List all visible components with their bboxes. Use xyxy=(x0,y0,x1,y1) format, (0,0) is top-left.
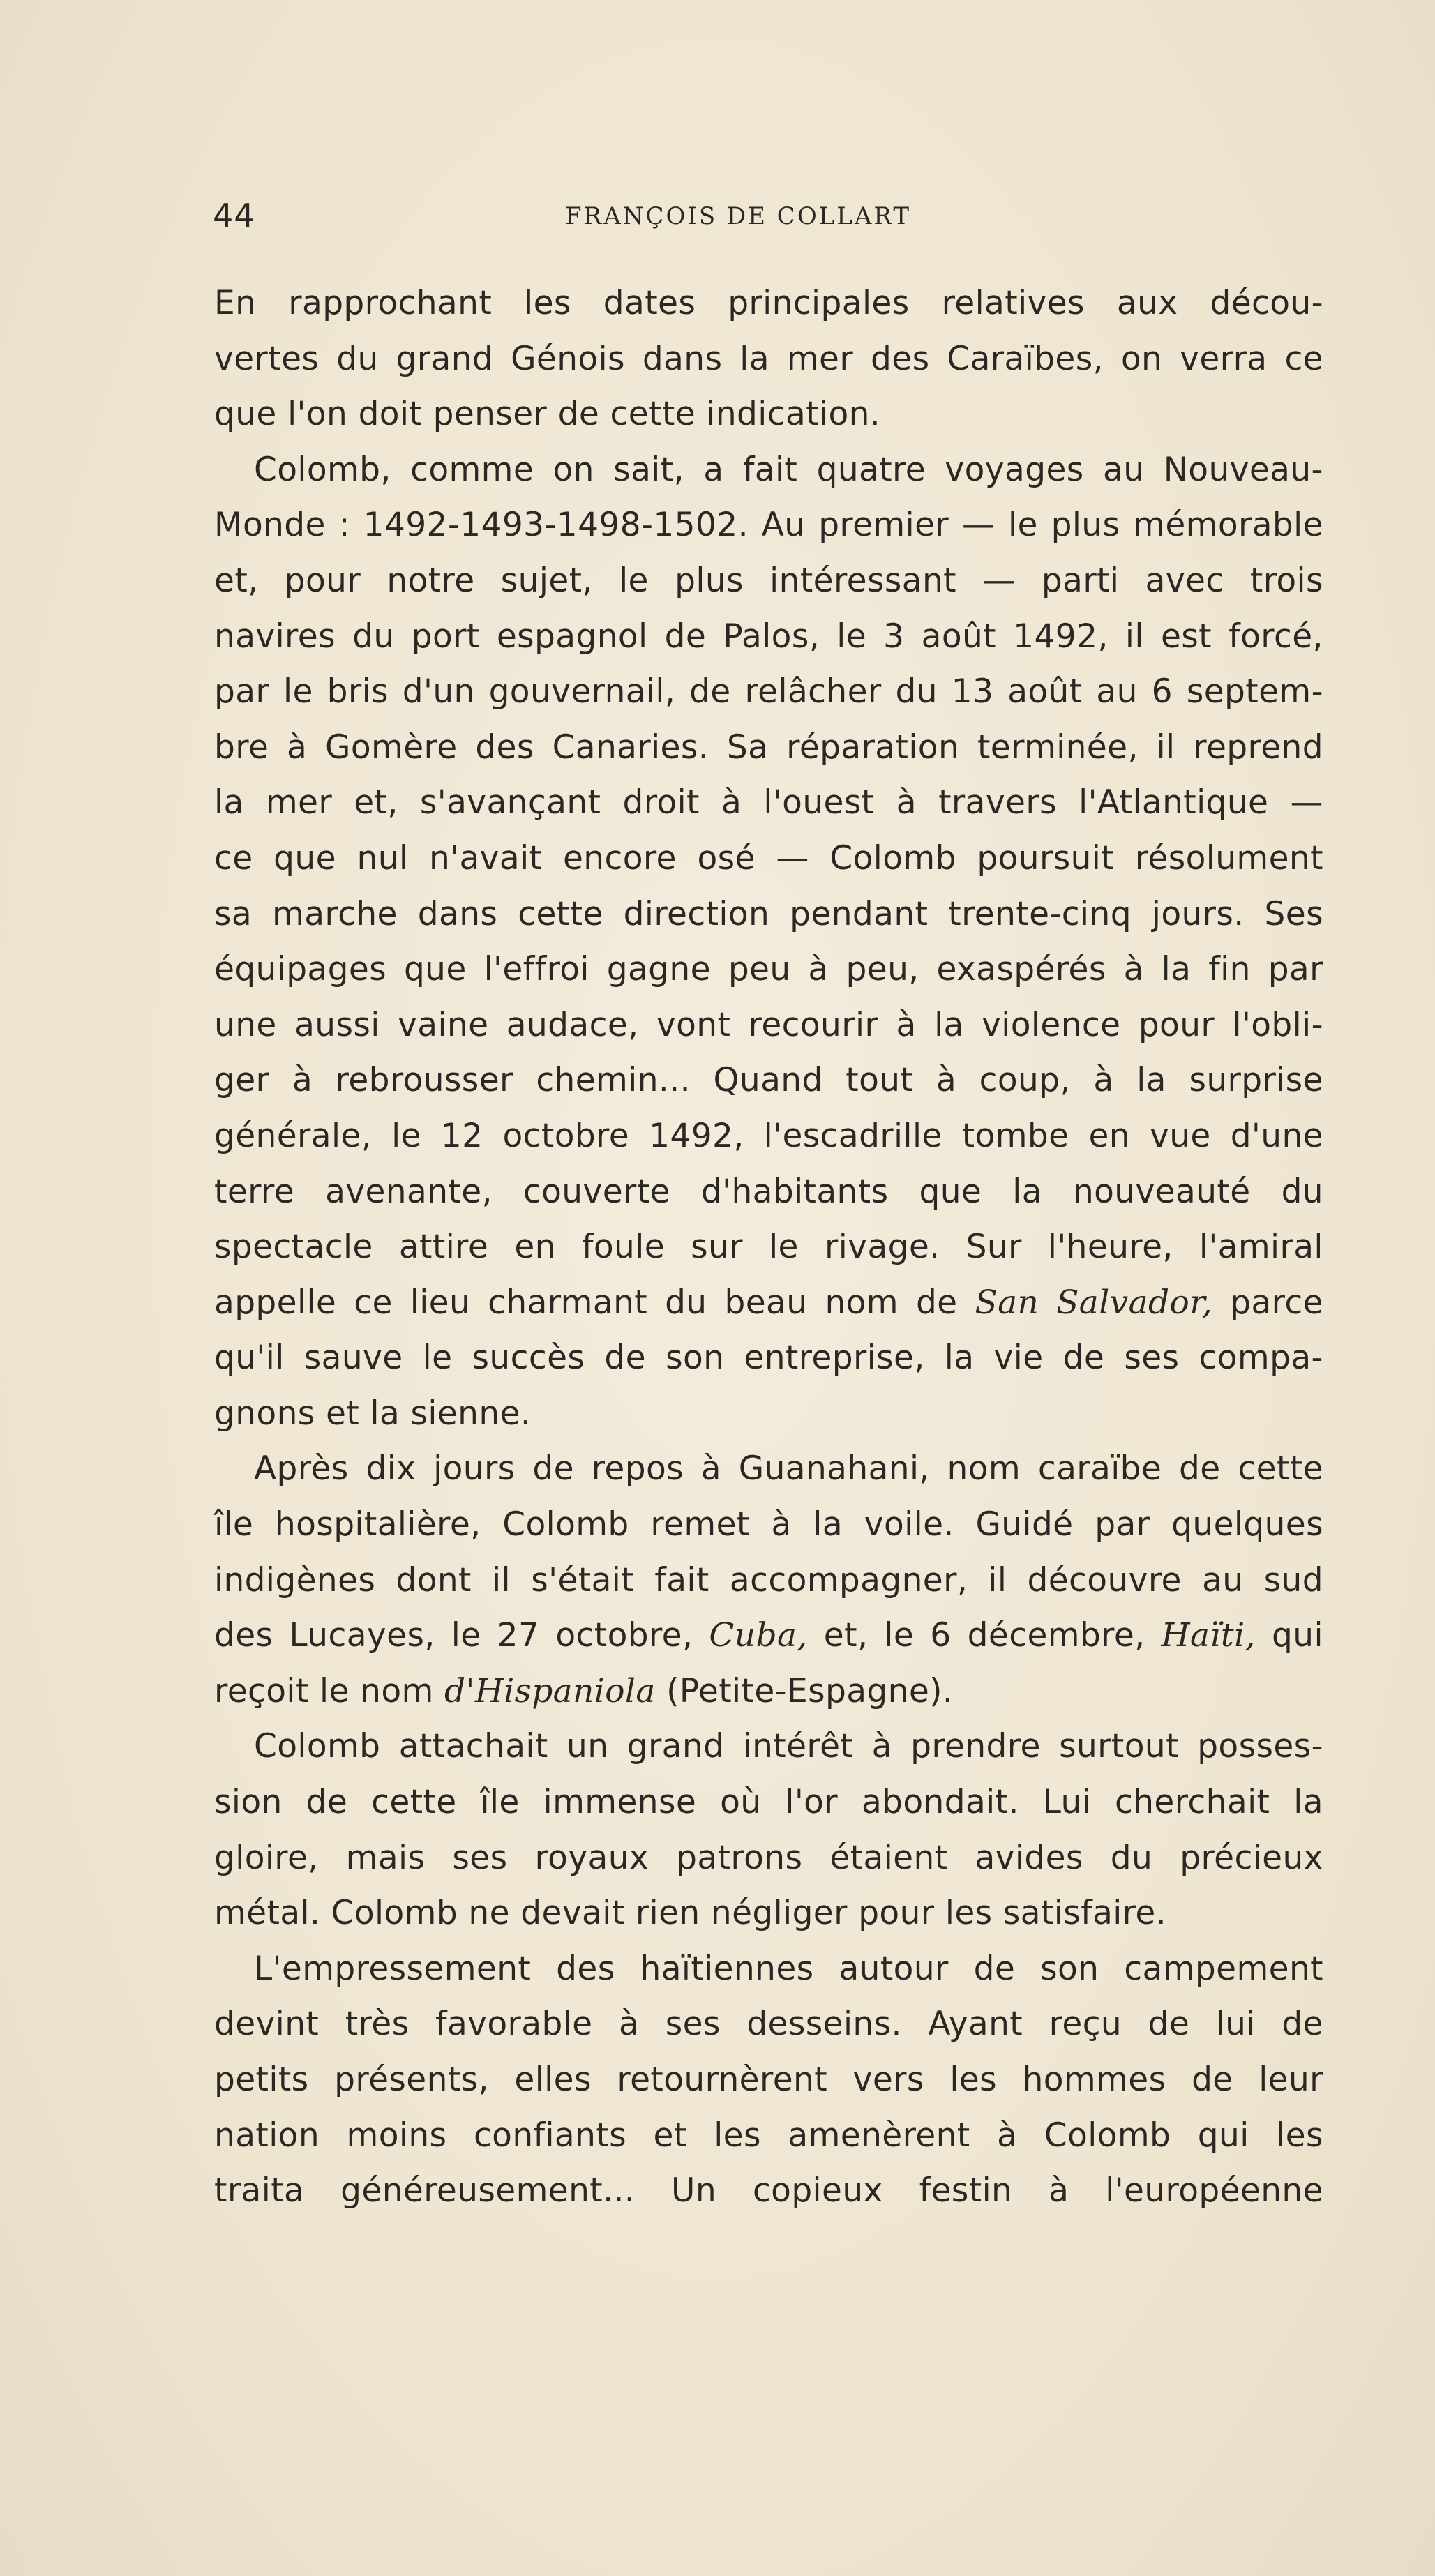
text-line: que l'on doit penser de cette indication. xyxy=(214,395,881,434)
text-line: ce que nul n'avait encore osé — Colomb poursuit résolument xyxy=(214,838,1323,878)
text-line: île hospitalière, Colomb remet à la voile. Guidé par quelques xyxy=(214,1505,1323,1544)
text-line: nation moins confiants et les amenèrent à Colomb qui les xyxy=(214,2116,1323,2155)
text-line: traita généreusement... Un copieux festin à l'européenne xyxy=(214,2171,1323,2210)
text-line: bre à Gomère des Canaries. Sa réparation terminée, il reprend xyxy=(214,728,1323,767)
text-line: En rapprochant les dates principales relatives aux décou- xyxy=(214,284,1323,322)
text-line: gnons et la sienne. xyxy=(214,1394,532,1433)
text-line: vertes du grand Génois dans la mer des Caraïbes, on verra ce xyxy=(214,339,1323,378)
text-line: L'empressement des haïtiennes autour de son campement xyxy=(254,1949,1323,1988)
text-line: Colomb attachait un grand intérêt à prendre surtout posses- xyxy=(254,1727,1323,1766)
text-line: générale, le 12 octobre 1492, l'escadrille tombe en vue d'une xyxy=(214,1116,1323,1155)
text-line: des Lucayes, le 27 octobre, Cuba, et, le 6 décembre, Haïti, qui xyxy=(214,1616,1323,1655)
text-line: indigènes dont il s'était fait accompagner, il découvre au sud xyxy=(214,1560,1323,1599)
text-line: et, pour notre sujet, le plus intéressant — parti avec trois xyxy=(214,561,1323,600)
text-line: reçoit le nom d'Hispaniola (Petite-Espagne). xyxy=(214,1671,954,1710)
body-text xyxy=(214,276,1323,2219)
text-line: la mer et, s'avançant droit à l'ouest à travers l'Atlantique — xyxy=(214,783,1323,822)
page-number: 44 xyxy=(213,197,255,234)
text-line: appelle ce lieu charmant du beau nom de San Salvador, parce xyxy=(214,1283,1323,1322)
text-line: Monde : 1492-1493-1498-1502. Au premier — le plus mémorable xyxy=(214,506,1323,545)
text-line: terre avenante, couverte d'habitants que la nouveauté du xyxy=(214,1172,1323,1211)
text-line: une aussi vaine audace, vont recourir à la violence pour l'obli- xyxy=(214,1005,1323,1044)
text-line: équipages que l'effroi gagne peu à peu, exaspérés à la fin par xyxy=(214,950,1323,989)
text-line: Colomb, comme on sait, a fait quatre voyages au Nouveau- xyxy=(254,450,1323,489)
page-header xyxy=(209,197,1325,239)
text-line: petits présents, elles retournèrent vers les hommes de leur xyxy=(214,2061,1323,2099)
text-line: ger à rebrousser chemin... Quand tout à coup, à la surprise xyxy=(214,1061,1323,1100)
text-line: navires du port espagnol de Palos, le 3 août 1492, il est forcé, xyxy=(214,617,1323,656)
text-line: sa marche dans cette direction pendant trente-cinq jours. Ses xyxy=(214,894,1323,933)
text-line: spectacle attire en foule sur le rivage. Sur l'heure, l'amiral xyxy=(214,1228,1323,1267)
text-line: qu'il sauve le succès de son entreprise, la vie de ses compa- xyxy=(214,1339,1323,1378)
text-line: Après dix jours de repos à Guanahani, nom caraïbe de cette xyxy=(254,1449,1323,1489)
text-line: devint très favorable à ses desseins. Ayant reçu de lui de xyxy=(214,2005,1323,2044)
text-line: gloire, mais ses royaux patrons étaient avides du précieux xyxy=(214,1838,1323,1877)
text-line: sion de cette île immense où l'or abondait. Lui cherchait la xyxy=(214,1783,1323,1822)
text-line: métal. Colomb ne devait rien négliger pour les satisfaire. xyxy=(214,1894,1167,1933)
running-head: FRANÇOIS DE COLLART xyxy=(565,202,912,230)
text-line: par le bris d'un gouvernail, de relâcher du 13 août au 6 septem- xyxy=(214,672,1323,711)
